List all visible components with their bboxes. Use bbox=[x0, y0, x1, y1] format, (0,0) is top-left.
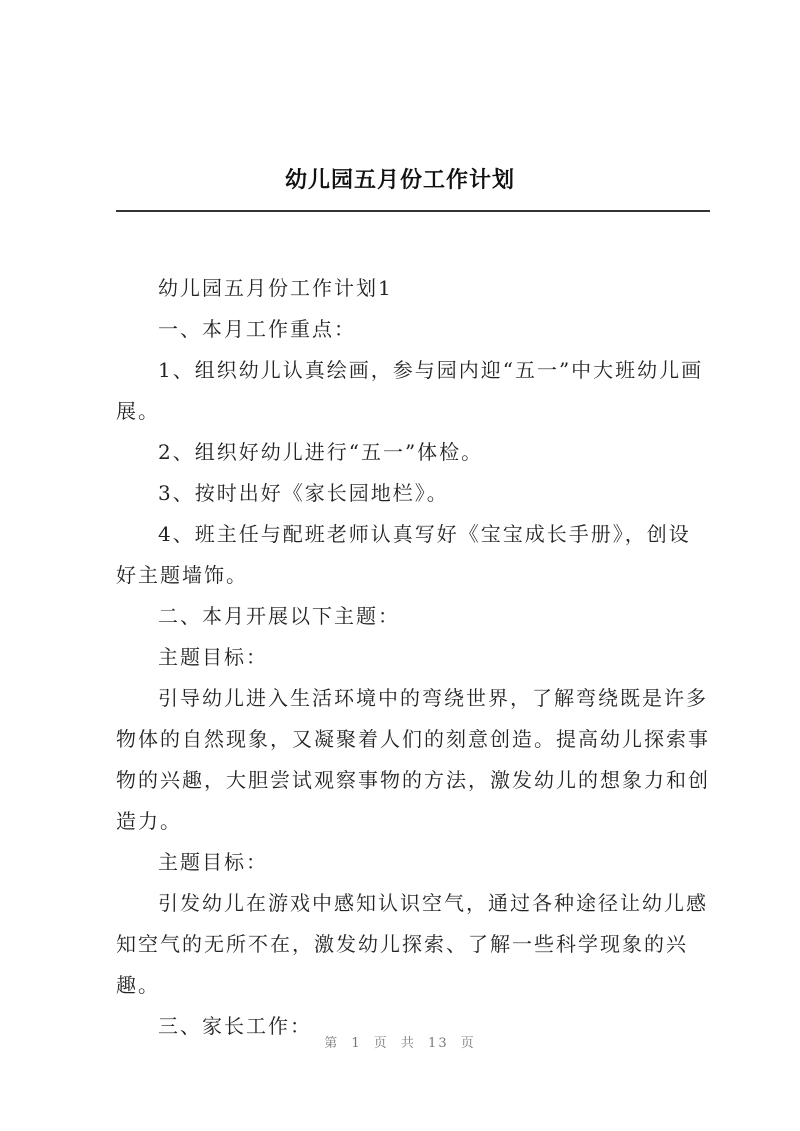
section-heading: 三、家长工作： bbox=[158, 1014, 312, 1038]
section-heading: 一、本月工作重点： bbox=[158, 317, 356, 341]
subheading: 主题目标： bbox=[158, 850, 268, 874]
section-heading: 幼儿园五月份工作计划1 bbox=[158, 276, 393, 300]
subheading: 主题目标： bbox=[158, 645, 268, 669]
paragraph: 引导幼儿进入生活环境中的弯绕世界，了解弯绕既是许多物体的自然现象，又凝聚着人们的刻意创造。提高幼儿探索事物的兴趣，大胆尝试观察事物的方法，激发幼儿的想象力和创造力。 bbox=[116, 686, 710, 833]
page-number: 第 1 页 共 13 页 bbox=[324, 1036, 476, 1051]
document-title: 幼儿园五月份工作计划 bbox=[284, 168, 515, 193]
paragraph: 1、组织幼儿认真绘画，参与园内迎“五一”中大班幼儿画展。 bbox=[116, 358, 704, 423]
paragraph: 3、按时出好《家长园地栏》。 bbox=[158, 481, 449, 505]
paragraph: 2、组织好幼儿进行“五一”体检。 bbox=[158, 440, 484, 464]
title-divider bbox=[116, 210, 710, 212]
section-heading: 二、本月开展以下主题： bbox=[158, 604, 400, 628]
paragraph: 引发幼儿在游戏中感知认识空气，通过各种途径让幼儿感知空气的无所不在，激发幼儿探索、了解一些科学现象的兴趣。 bbox=[116, 891, 708, 997]
document-body bbox=[116, 268, 712, 1047]
paragraph: 4、班主任与配班老师认真写好《宝宝成长手册》，创设好主题墙饰。 bbox=[116, 522, 691, 587]
